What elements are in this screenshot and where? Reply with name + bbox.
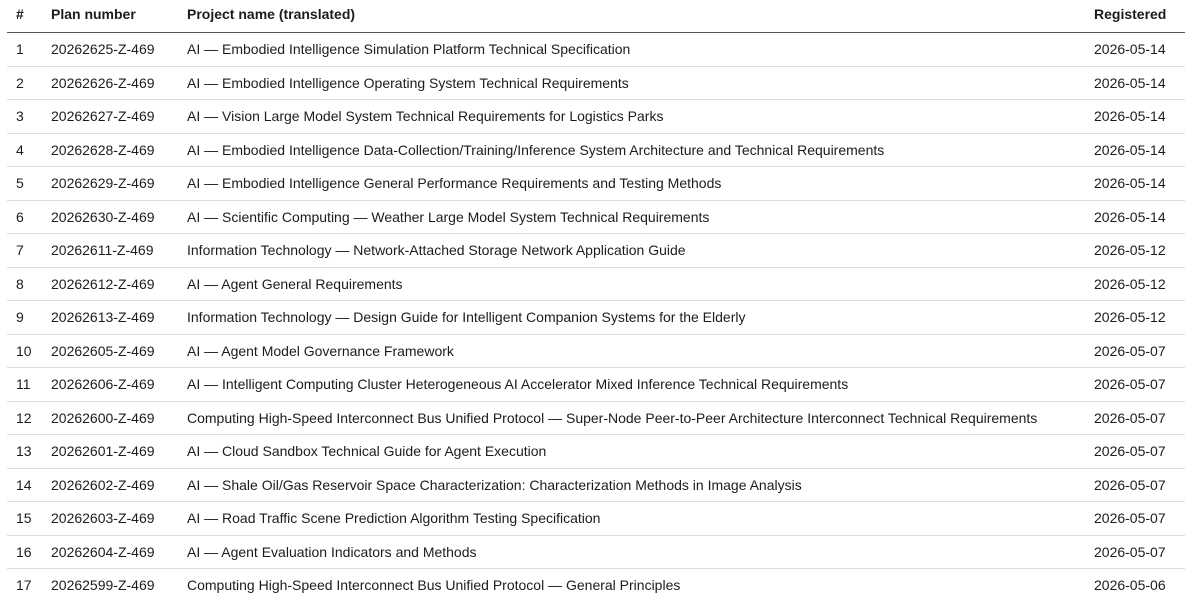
plan-number-cell: 20262603-Z-469	[51, 502, 187, 536]
row-number-cell: 14	[7, 468, 51, 502]
registered-date-cell: 2026-05-06	[1094, 577, 1166, 594]
table-row	[7, 267, 1185, 301]
plan-number-cell: 20262613-Z-469	[51, 301, 187, 335]
row-number-cell: 13	[7, 435, 51, 469]
project-name-cell: Computing High-Speed Interconnect Bus Unified Protocol — General Principles	[187, 577, 681, 594]
project-name-cell: AI — Embodied Intelligence Data-Collection/Training/Inference System Architecture and Technical Requirements	[187, 133, 1094, 167]
plan-number-cell: 20262601-Z-469	[51, 435, 187, 469]
registered-date-cell: 2026-05-07	[1094, 401, 1185, 435]
table-row	[7, 133, 1185, 167]
registered-date-cell: 2026-05-14	[1094, 133, 1185, 167]
project-name-cell: AI — Agent Model Governance Framework	[187, 334, 1094, 368]
plan-number-cell: 20262604-Z-469	[51, 535, 187, 569]
row-number-cell: 9	[7, 301, 51, 335]
project-name-cell: AI — Shale Oil/Gas Reservoir Space Characterization: Characterization Methods in Image Analysis	[187, 468, 1094, 502]
row-number-cell: 7	[7, 234, 51, 268]
registered-date-cell: 2026-05-14	[1094, 200, 1185, 234]
table-row	[7, 468, 1185, 502]
table-row	[7, 569, 1185, 602]
project-name-cell: AI — Cloud Sandbox Technical Guide for Agent Execution	[187, 435, 1094, 469]
project-name-cell: AI — Vision Large Model System Technical Requirements for Logistics Parks	[187, 100, 1094, 134]
project-name-cell: Information Technology — Network-Attached Storage Network Application Guide	[187, 234, 1094, 268]
plan-number-cell: 20262611-Z-469	[51, 234, 187, 268]
plan-number-cell: 20262600-Z-469	[51, 401, 187, 435]
table-row	[7, 100, 1185, 134]
table-row	[7, 368, 1185, 402]
project-name-cell: AI — Embodied Intelligence Operating System Technical Requirements	[187, 66, 1094, 100]
row-number-cell: 11	[7, 368, 51, 402]
plan-number-cell: 20262606-Z-469	[51, 368, 187, 402]
header-row	[7, 0, 1185, 33]
project-name-cell: AI — Agent General Requirements	[187, 267, 1094, 301]
row-number-cell: 17	[16, 577, 32, 594]
plan-number-cell: 20262626-Z-469	[51, 66, 187, 100]
project-name-cell: Computing High-Speed Interconnect Bus Unified Protocol — Super-Node Peer-to-Peer Architecture Interconnect Technical Requirements	[187, 401, 1094, 435]
plan-number-cell: 20262612-Z-469	[51, 267, 187, 301]
registered-date-cell: 2026-05-07	[1094, 334, 1185, 368]
column-header-registered: Registered	[1094, 0, 1185, 33]
row-number-cell: 1	[7, 33, 51, 67]
plan-number-cell: 20262605-Z-469	[51, 334, 187, 368]
registered-date-cell: 2026-05-14	[1094, 167, 1185, 201]
plan-number-cell: 20262628-Z-469	[51, 133, 187, 167]
column-header-plan-number: Plan number	[51, 0, 187, 33]
project-name-cell: AI — Agent Evaluation Indicators and Methods	[187, 535, 1094, 569]
project-name-cell: AI — Intelligent Computing Cluster Heterogeneous AI Accelerator Mixed Inference Technical Requirements	[187, 368, 1094, 402]
standards-table	[7, 0, 1185, 602]
plan-number-cell: 20262602-Z-469	[51, 468, 187, 502]
row-number-cell: 3	[7, 100, 51, 134]
table-header	[7, 0, 1185, 33]
plan-number-cell: 20262627-Z-469	[51, 100, 187, 134]
row-number-cell: 15	[7, 502, 51, 536]
table-row	[7, 334, 1185, 368]
registered-date-cell: 2026-05-14	[1094, 66, 1185, 100]
table-row	[7, 535, 1185, 569]
column-header-number: #	[7, 0, 51, 33]
project-name-cell: Information Technology — Design Guide for Intelligent Companion Systems for the Elderly	[187, 301, 1094, 335]
table-row	[7, 167, 1185, 201]
table-row	[7, 301, 1185, 335]
registered-date-cell: 2026-05-07	[1094, 535, 1185, 569]
row-number-cell: 5	[7, 167, 51, 201]
registered-date-cell: 2026-05-12	[1094, 267, 1185, 301]
project-name-cell: AI — Embodied Intelligence Simulation Platform Technical Specification	[187, 33, 1094, 67]
table-row	[7, 234, 1185, 268]
row-number-cell: 8	[7, 267, 51, 301]
project-name-cell: AI — Road Traffic Scene Prediction Algorithm Testing Specification	[187, 502, 1094, 536]
row-number-cell: 16	[7, 535, 51, 569]
plan-number-cell: 20262630-Z-469	[51, 200, 187, 234]
registered-date-cell: 2026-05-12	[1094, 234, 1185, 268]
registered-date-cell: 2026-05-07	[1094, 502, 1185, 536]
plan-number-cell: 20262629-Z-469	[51, 167, 187, 201]
row-number-cell: 4	[7, 133, 51, 167]
table-row	[7, 401, 1185, 435]
plan-number-cell: 20262625-Z-469	[51, 33, 187, 67]
row-number-cell: 6	[7, 200, 51, 234]
row-number-cell: 10	[7, 334, 51, 368]
project-name-cell: AI — Scientific Computing — Weather Large Model System Technical Requirements	[187, 200, 1094, 234]
registered-date-cell: 2026-05-07	[1094, 368, 1185, 402]
table-row	[7, 435, 1185, 469]
table-row	[7, 66, 1185, 100]
plan-number-cell: 20262599-Z-469	[51, 577, 155, 594]
project-name-cell: AI — Embodied Intelligence General Performance Requirements and Testing Methods	[187, 167, 1094, 201]
registered-date-cell: 2026-05-12	[1094, 301, 1185, 335]
row-number-cell: 12	[7, 401, 51, 435]
registered-date-cell: 2026-05-07	[1094, 435, 1185, 469]
table-row	[7, 33, 1185, 67]
row-number-cell: 2	[7, 66, 51, 100]
registered-date-cell: 2026-05-07	[1094, 468, 1185, 502]
table-row	[7, 200, 1185, 234]
column-header-project-name: Project name (translated)	[187, 0, 1094, 33]
table-body	[7, 33, 1185, 602]
registered-date-cell: 2026-05-14	[1094, 100, 1185, 134]
registered-date-cell: 2026-05-14	[1094, 33, 1185, 67]
table-row	[7, 502, 1185, 536]
